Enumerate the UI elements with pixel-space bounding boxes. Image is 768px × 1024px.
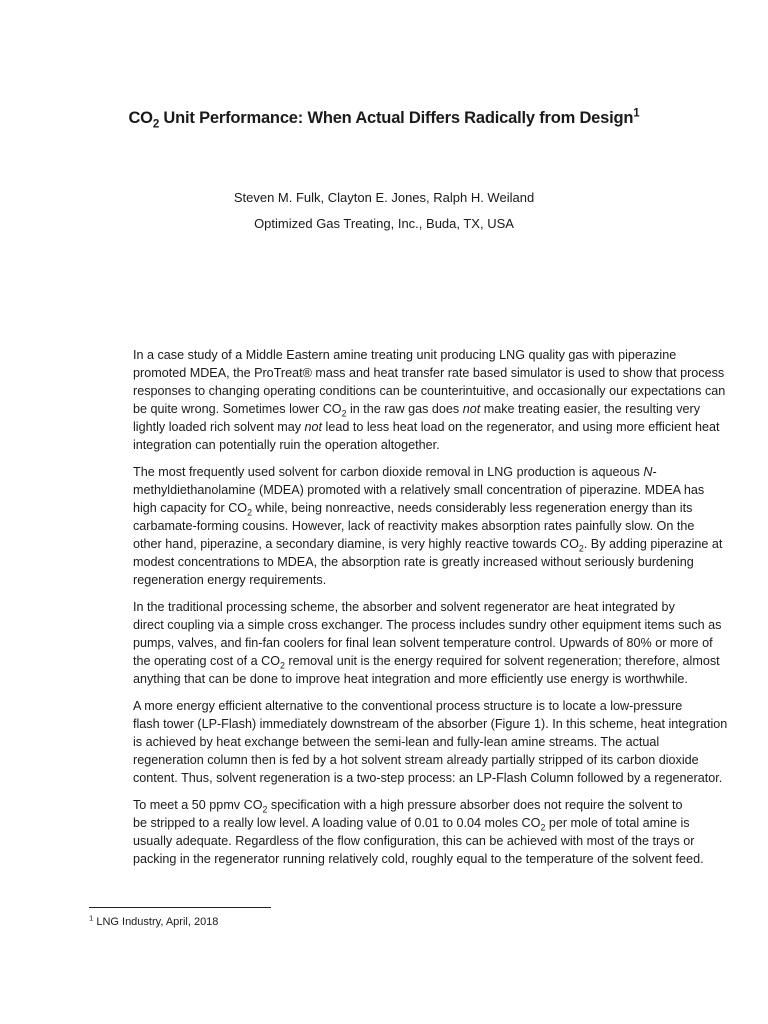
text-line: flash tower (LP-Flash) immediately downstream of the absorber (Figure 1). In this scheme, heat integration: [133, 717, 728, 731]
text-line: promoted MDEA, the ProTreat® mass and heat transfer rate based simulator is used to show that process: [133, 366, 725, 380]
affiliation-line: Optimized Gas Treating, Inc., Buda, TX, USA: [254, 216, 514, 231]
text-line: lightly loaded rich solvent may not lead to less heat load on the regenerator, and using more efficient heat: [133, 420, 720, 434]
title-subscript: 2: [152, 118, 160, 131]
text-line: be stripped to a really low level. A loading value of 0.01 to 0.04 moles $CO_2$ per mole of total amine is: [133, 816, 690, 833]
title-footnote-mark: 1: [633, 107, 640, 120]
text-line: integration can potentially ruin the operation altogether.: [133, 438, 440, 452]
footnote-mark: 1: [89, 913, 94, 923]
text-line: modest concentrations to MDEA, the absorption rate is greatly increased without seriously burdening: [133, 555, 694, 569]
title-text-start: CO: [128, 109, 153, 127]
text-line: The most frequently used solvent for carbon dioxide removal in LNG production is aqueous N-: [133, 465, 657, 479]
footnote-divider: [89, 907, 271, 908]
paragraph-2: [89, 463, 723, 589]
footnote-text: LNG Industry, April, 2018: [93, 916, 219, 928]
abstract-body: [89, 346, 728, 877]
text-line: A more energy efficient alternative to the conventional process structure is to locate a low-pressure: [133, 699, 683, 713]
authors-line: Steven M. Fulk, Clayton E. Jones, Ralph H. Weiland: [233, 190, 535, 205]
text-line: other hand, piperazine, a secondary diamine, is very highly reactive towards $CO_2$. By adding piperazine at: [133, 537, 723, 554]
text-line: To meet a 50 ppmv $CO_2$ specification with a high pressure absorber does not require the solvent to: [133, 798, 683, 815]
text-line: usually adequate. Regardless of the flow configuration, this can be achieved with most of the trays or: [133, 834, 695, 848]
text-line: high capacity for $CO_2$ while, being nonreactive, needs considerably less regeneration energy than its: [133, 501, 693, 518]
text-line: pumps, valves, and fin-fan coolers for final lean solvent temperature control. Upwards of 80% or more of: [133, 636, 713, 650]
paragraph-4: [89, 697, 728, 787]
text-line: is achieved by heat exchange between the semi-lean and fully-lean amine streams. The actual: [133, 735, 660, 749]
text-line: anything that can be done to improve heat integration and more efficiently use energy is worthwhile.: [133, 672, 688, 686]
text-line: content. Thus, solvent regeneration is a two-step process: an LP-Flash Column followed by a regenerator.: [133, 771, 723, 785]
paper-title: [0, 107, 768, 131]
paragraph-3: [89, 598, 722, 688]
text-line: In a case study of a Middle Eastern amine treating unit producing LNG quality gas with piperazine: [133, 348, 677, 362]
text-line: packing in the regenerator running relatively cold, roughly equal to the temperature of the solvent feed.: [133, 852, 704, 866]
text-line: methyldiethanolamine (MDEA) promoted with a relatively small concentration of piperazine. MDEA has: [133, 483, 705, 497]
text-line: responses to changing operating conditions can be counterintuitive, and occasionally our expectations can: [133, 384, 726, 398]
text-line: carbamate-forming cousins. However, lack of reactivity makes absorption rates painfully slow. On the: [133, 519, 695, 533]
text-line: the operating cost of a $CO_2$ removal unit is the energy required for solvent regeneration; therefore, almost: [133, 654, 720, 671]
text-line: regeneration column then is fed by a hot solvent stream already partially stripped of its carbon dioxide: [133, 753, 699, 767]
text-line: be quite wrong. Sometimes lower $CO_2$ in the raw gas does not make treating easier, the resulting very: [133, 402, 701, 419]
text-line: direct coupling via a simple cross exchanger. The process includes sundry other equipment items such as: [133, 618, 722, 632]
footnote: [89, 913, 219, 928]
text-line: In the traditional processing scheme, the absorber and solvent regenerator are heat integrated by: [133, 600, 675, 614]
text-line: regeneration energy requirements.: [133, 573, 327, 587]
paragraph-1: [89, 346, 726, 454]
title-text-end: Unit Performance: When Actual Differs Radically from Design: [159, 109, 634, 127]
paragraph-5: [89, 796, 704, 868]
